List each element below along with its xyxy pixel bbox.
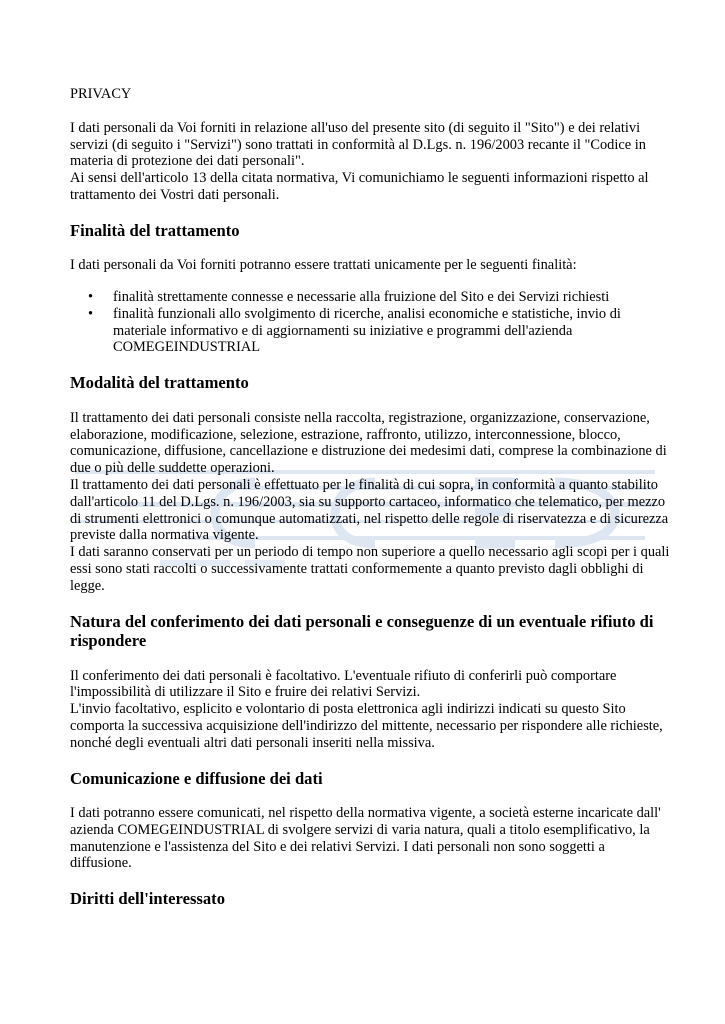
list-item-text: finalità funzionali allo svolgimento di ricerche, analisi economiche e statistiche, invio di materiale informativo e di aggiornamenti su iniziative e programmi dell'azienda COMEGEINDUSTRIAL	[113, 305, 621, 356]
natura-text-1: Il conferimento dei dati personali è facoltativo. L'eventuale rifiuto di conferirli può comportare l'impossibilità di utilizzare il Sito e fruire dei relativi Servizi.	[70, 667, 617, 701]
natura-paragraph	[70, 668, 670, 752]
intro-paragraph	[70, 120, 670, 204]
bullet-icon: •	[88, 289, 94, 306]
modalita-text-1: Il trattamento dei dati personali consiste nella raccolta, registrazione, organizzazione, conservazione, elaborazione, modificazione, selezione, estrazione, raffronto, utilizzo, interconnessione, blocco, comunicazione, diffusione, cancellazione e distruzione dei medesimi dati, comprese la combinazione di due o più delle suddette operazioni.	[70, 409, 667, 477]
list-item	[70, 289, 670, 306]
list-item-text: finalità strettamente connesse e necessarie alla fruizione del Sito e dei Servizi richiesti	[113, 289, 610, 306]
heading-comunicazione: Comunicazione e diffusione dei dati	[70, 768, 323, 788]
intro-text-1: I dati personali da Voi forniti in relazione all'uso del presente sito (di seguito il "Sito") e dei relativi servizi (di seguito i "Servizi") sono trattati in conformità al D.Lgs. n. 196/2003 recante il "Codice in materia di protezione dei dati personali".	[70, 119, 646, 170]
heading-finalita: Finalità del trattamento	[70, 220, 240, 240]
modalita-paragraph	[70, 410, 670, 595]
heading-modalita: Modalità del trattamento	[70, 373, 249, 393]
list-item	[70, 306, 670, 356]
modalita-text-2: Il trattamento dei dati personali è effettuato per le finalità di cui sopra, in conformità a quanto stabilito dall'articolo 11 del D.Lgs. n. 196/2003, sia su supporto cartaceo, informatico che telematico, per mezzo di strumenti elettronici o comunque automatizzati, nel rispetto delle regole di riservatezza e di sicurezza previste dalla normativa vigente.	[70, 476, 669, 544]
intro-text-2: Ai sensi dell'articolo 13 della citata normativa, Vi comunichiamo le seguenti informazioni rispetto al trattamento dei Vostri dati personali.	[70, 170, 649, 203]
heading-diritti: Diritti dell'interessato	[70, 889, 225, 909]
finalita-list	[70, 289, 670, 356]
privacy-title: PRIVACY	[70, 86, 132, 102]
heading-natura: Natura del conferimento dei dati personali e conseguenze di un eventuale rifiuto di rispondere	[70, 611, 654, 651]
modalita-text-3: I dati saranno conservati per un periodo di tempo non superiore a quello necessario agli scopi per i quali essi sono stati raccolti o successivamente trattati conformemente a quanto previsto dagli obblighi di legge.	[70, 544, 670, 594]
bullet-icon: •	[88, 305, 94, 322]
comunicazione-paragraph: I dati potranno essere comunicati, nel rispetto della normativa vigente, a società esterne incaricate dall' azienda COMEGEINDUSTRIAL di svolgere servizi di varia natura, quali a titolo esemplificativo, la manutenzione e l'assistenza del Sito e dei relativi Servizi. I dati personali non sono soggetti a diffusione.	[70, 805, 661, 872]
privacy-document	[70, 86, 670, 909]
finalita-intro: I dati personali da Voi forniti potranno essere trattati unicamente per le seguenti finalità:	[70, 257, 577, 274]
natura-text-2: L'invio facoltativo, esplicito e volontario di posta elettronica agli indirizzi indicati su questo Sito comporta la successiva acquisizione dell'indirizzo del mittente, necessario per rispondere alle richieste, nonché degli eventuali altri dati personali inseriti nella missiva.	[70, 701, 663, 751]
